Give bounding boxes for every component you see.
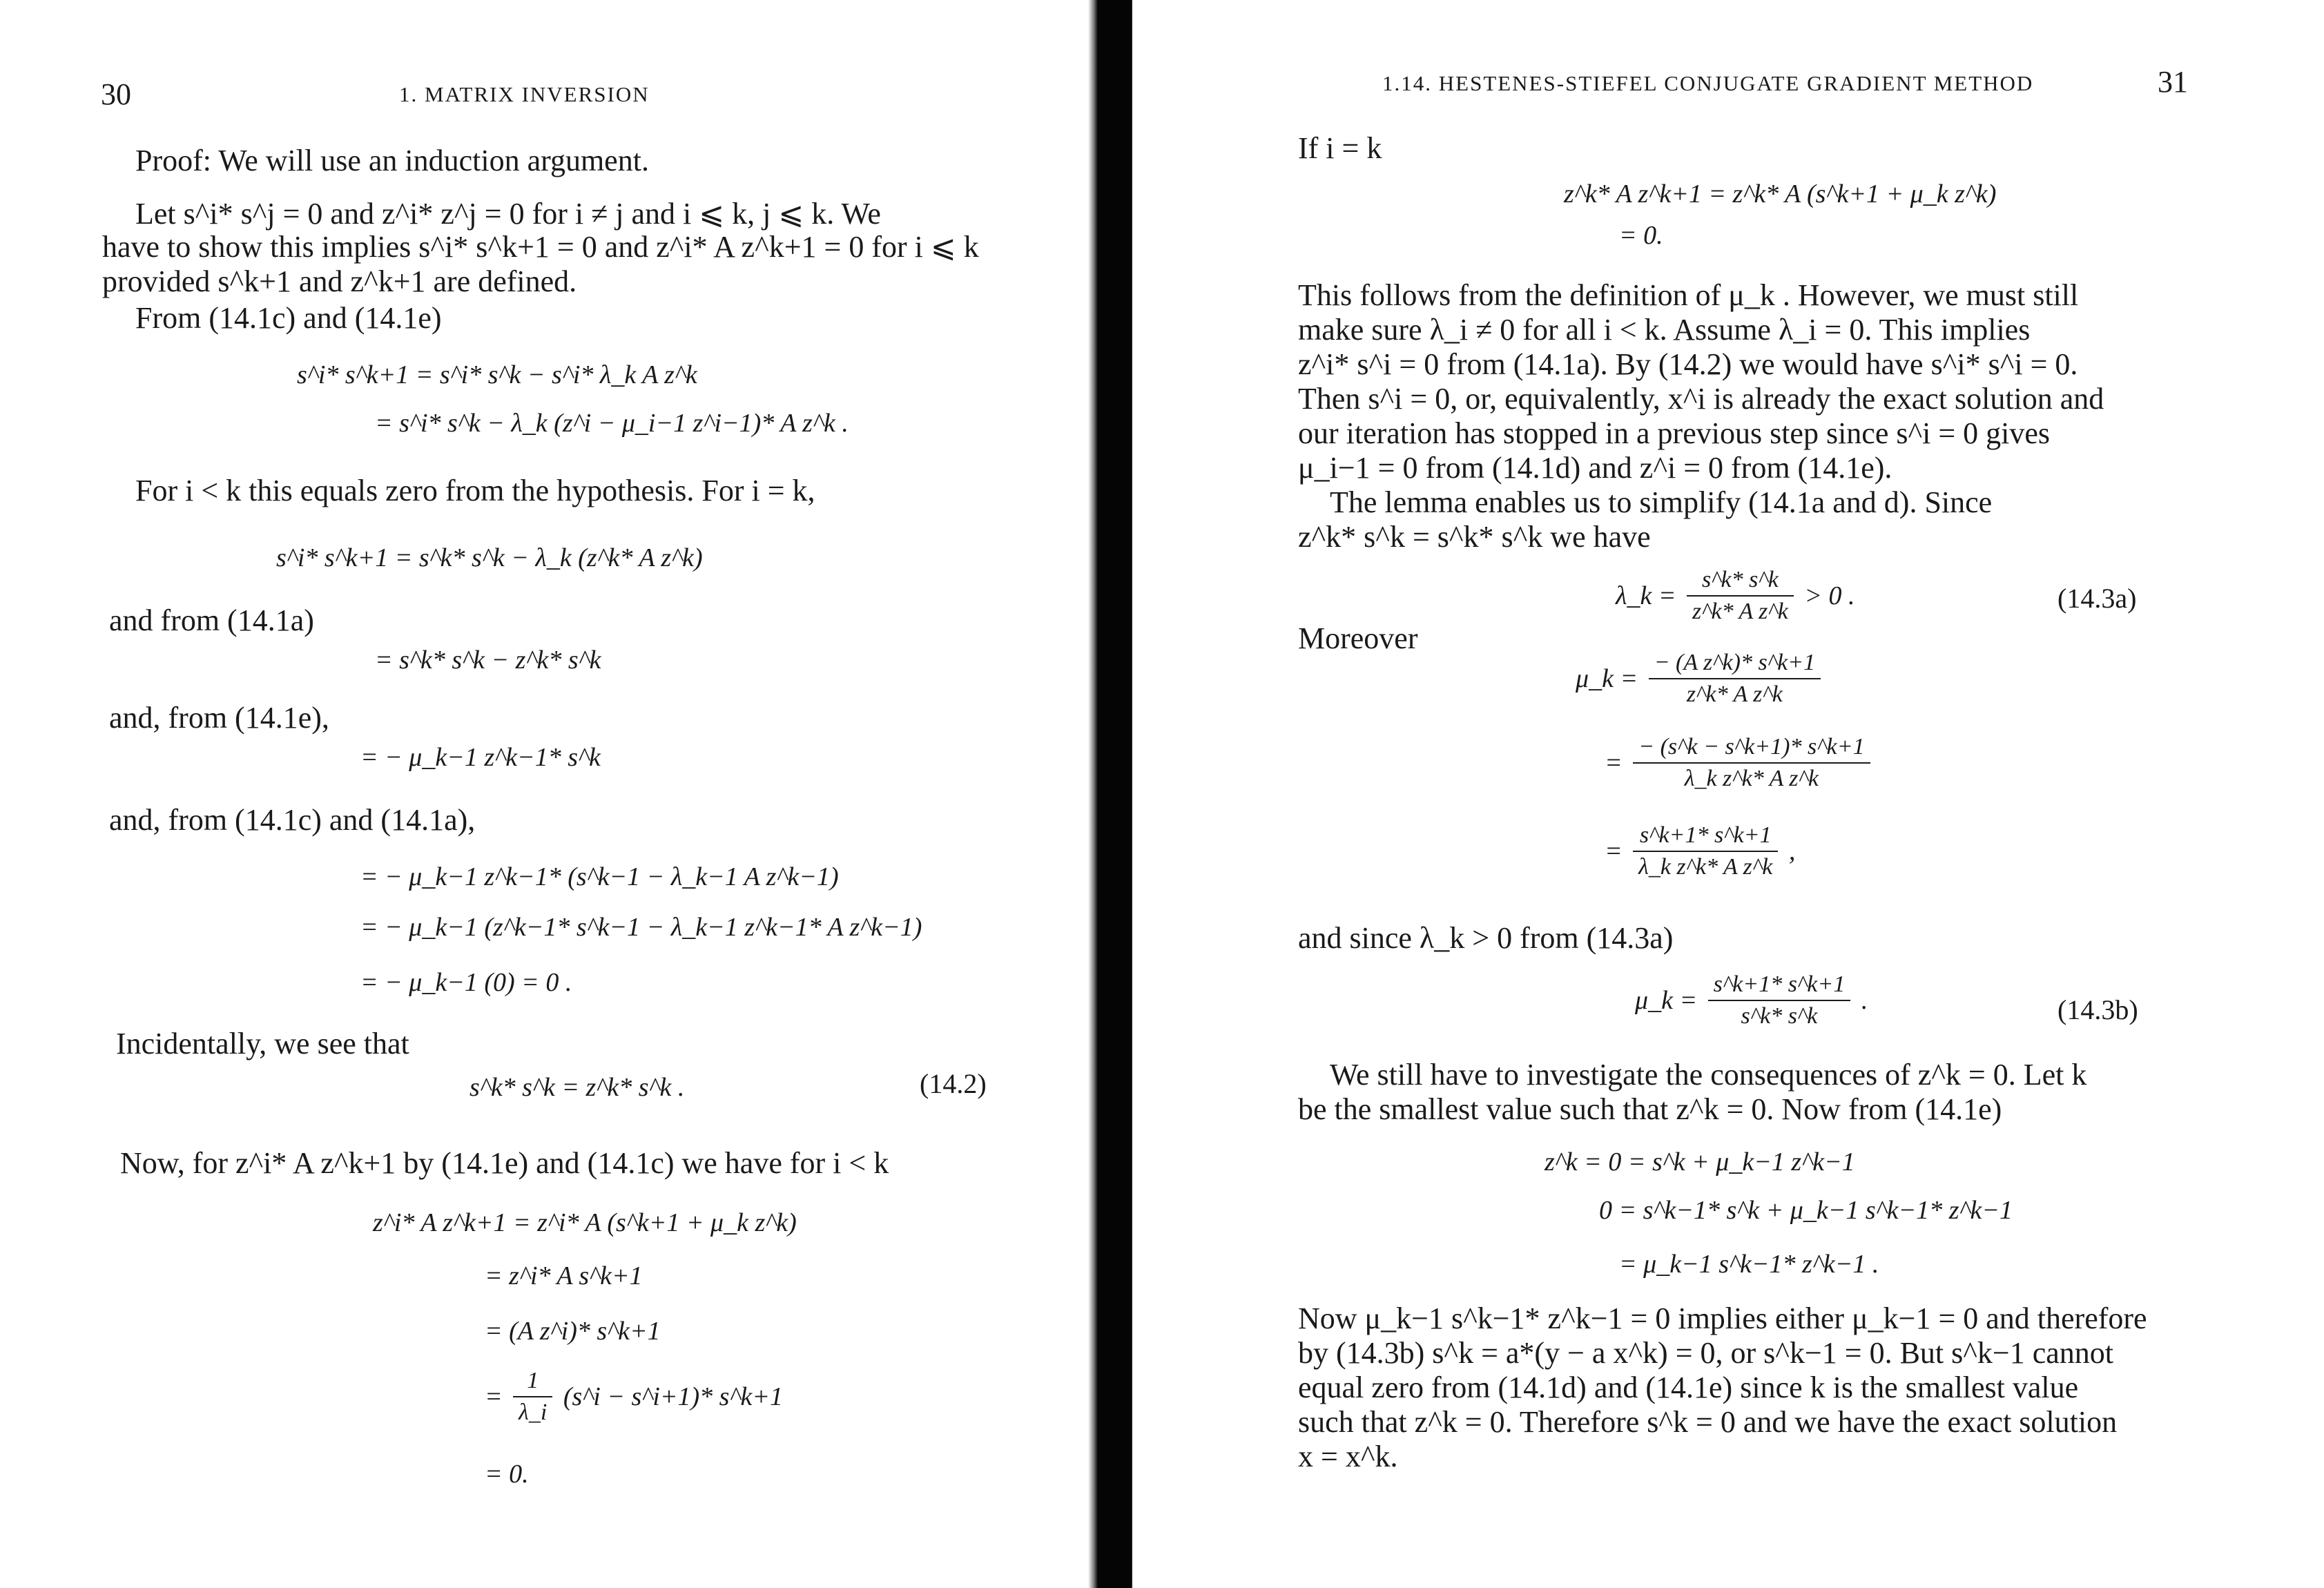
text-line: be the smallest value such that z^k = 0. Now from (14.1e) <box>1298 1092 2002 1126</box>
text-line: Now μ_k−1 s^k−1* z^k−1 = 0 implies either μ_k−1 = 0 and therefore <box>1298 1301 2147 1335</box>
fraction-equation <box>1616 566 1855 626</box>
text-line: From (14.1c) and (14.1e) <box>135 301 442 335</box>
fraction-equation <box>485 1367 783 1426</box>
text-line: z^i* s^i = 0 from (14.1a). By (14.2) we would have s^i* s^i = 0. <box>1298 347 2078 381</box>
fraction <box>1687 566 1794 626</box>
text-line: The lemma enables us to simplify (14.1a and d). Since <box>1330 485 1993 519</box>
running-head: 1. MATRIX INVERSION <box>399 82 650 106</box>
fraction-equation <box>1635 971 1868 1030</box>
text-line: our iteration has stopped in a previous step since s^i = 0 gives <box>1298 416 2051 450</box>
text-line: For i < k this equals zero from the hypothesis. For i = k, <box>135 474 815 507</box>
equation: = 0. <box>485 1460 529 1489</box>
equation: = (A z^i)* s^k+1 <box>485 1317 661 1346</box>
fraction-lhs: λ_k = <box>1616 581 1676 610</box>
fraction-numerator: − (s^k − s^k+1)* s^k+1 <box>1633 733 1870 764</box>
text-line: We still have to investigate the consequences of z^k = 0. Let k <box>1330 1058 2087 1092</box>
fraction-denominator: λ_k z^k* A z^k <box>1684 766 1819 791</box>
fraction-rhs: (s^i − s^i+1)* s^k+1 <box>563 1382 784 1411</box>
equation: = 0. <box>1619 221 1663 250</box>
fraction-rhs: > 0 . <box>1804 581 1855 610</box>
text-line: Then s^i = 0, or, equivalently, x^i is already the exact solution and <box>1298 382 2104 416</box>
equation: s^i* s^k+1 = s^k* s^k − λ_k (z^k* A z^k) <box>276 543 703 572</box>
fraction <box>513 1367 552 1426</box>
equation: z^k = 0 = s^k + μ_k−1 z^k−1 <box>1545 1148 1855 1177</box>
text-line: equal zero from (14.1d) and (14.1e) since k is the smallest value <box>1298 1371 2079 1404</box>
page-number: 30 <box>101 77 131 111</box>
text-line: by (14.3b) s^k = a*(y − a x^k) = 0, or s^k−1 = 0. But s^k−1 cannot <box>1298 1336 2114 1370</box>
text-line: Let s^i* s^j = 0 and z^i* z^j = 0 for i ≠ j and i ⩽ k, j ⩽ k. We <box>135 197 881 231</box>
fraction-lhs: = <box>1605 748 1623 777</box>
running-head: 1.14. HESTENES-STIEFEL CONJUGATE GRADIENT METHOD <box>1382 71 2034 95</box>
text-line: z^k* s^k = s^k* s^k we have <box>1298 520 1651 554</box>
equation: z^i* A z^k+1 = z^i* A (s^k+1 + μ_k z^k) <box>373 1208 797 1237</box>
fraction-rhs: , <box>1788 837 1796 866</box>
fraction-numerator: s^k+1* s^k+1 <box>1633 822 1778 852</box>
equation-number: (14.2) <box>920 1068 987 1099</box>
fraction-numerator: − (A z^k)* s^k+1 <box>1649 649 1821 679</box>
left-page <box>0 0 1098 1588</box>
fraction-numerator: s^k* s^k <box>1687 566 1794 597</box>
fraction-denominator: λ_k z^k* A z^k <box>1638 854 1773 880</box>
fraction-equation <box>1576 649 1825 708</box>
text-line: and, from (14.1e), <box>109 701 329 735</box>
text-line: This follows from the definition of μ_k . However, we must still <box>1298 278 2079 312</box>
fraction-rhs: . <box>1861 986 1868 1015</box>
fraction-lhs: μ_k = <box>1576 664 1638 693</box>
equation: = s^i* s^k − λ_k (z^i − μ_i−1 z^i−1)* A z^k . <box>375 409 849 438</box>
equation: = z^i* A s^k+1 <box>485 1261 643 1290</box>
text-line: and since λ_k > 0 from (14.3a) <box>1298 921 1674 955</box>
fraction-lhs: = <box>485 1382 503 1411</box>
equation: s^k* s^k = z^k* s^k . <box>469 1073 685 1102</box>
text-line: Moreover <box>1298 621 1418 655</box>
text-line: and, from (14.1c) and (14.1a), <box>109 803 476 837</box>
text-line: Proof: We will use an induction argument. <box>135 144 649 177</box>
fraction-denominator: z^k* A z^k <box>1686 681 1783 707</box>
fraction-equation <box>1605 822 1795 881</box>
text-line: Now, for z^i* A z^k+1 by (14.1e) and (14.1c) we have for i < k <box>120 1146 889 1180</box>
text-line: μ_i−1 = 0 from (14.1d) and z^i = 0 from (14.1e). <box>1298 451 1892 485</box>
page-number: 31 <box>2158 65 2188 99</box>
equation: 0 = s^k−1* s^k + μ_k−1 s^k−1* z^k−1 <box>1599 1196 2013 1225</box>
fraction-numerator: 1 <box>513 1367 552 1397</box>
text-line: and from (14.1a) <box>109 603 314 637</box>
text-line: make sure λ_i ≠ 0 for all i < k. Assume λ_i = 0. This implies <box>1298 313 2031 347</box>
fraction <box>1708 971 1851 1030</box>
fraction-denominator: z^k* A z^k <box>1692 599 1788 624</box>
equation: s^i* s^k+1 = s^i* s^k − s^i* λ_k A z^k <box>297 360 697 389</box>
fraction-lhs: = <box>1605 837 1623 866</box>
equation-number: (14.3a) <box>2057 583 2137 614</box>
fraction <box>1649 649 1821 708</box>
text-line: x = x^k. <box>1298 1440 1398 1473</box>
text-line: If i = k <box>1298 131 1382 165</box>
equation: = − μ_k−1 (0) = 0 . <box>360 968 572 997</box>
fraction <box>1633 733 1870 793</box>
equation-number: (14.3b) <box>2057 994 2138 1025</box>
book-gutter <box>1096 0 1132 1588</box>
fraction-lhs: μ_k = <box>1635 986 1698 1015</box>
equation: = − μ_k−1 (z^k−1* s^k−1 − λ_k−1 z^k−1* A z^k−1) <box>360 913 922 942</box>
equation: = − μ_k−1 z^k−1* (s^k−1 − λ_k−1 A z^k−1) <box>360 862 839 891</box>
equation: z^k* A z^k+1 = z^k* A (s^k+1 + μ_k z^k) <box>1564 180 1997 209</box>
fraction-denominator: s^k* s^k <box>1741 1003 1818 1029</box>
text-line: have to show this implies s^i* s^k+1 = 0 and z^i* A z^k+1 = 0 for i ⩽ k <box>102 230 979 264</box>
fraction-numerator: s^k+1* s^k+1 <box>1708 971 1851 1001</box>
text-line: provided s^k+1 and z^k+1 are defined. <box>102 264 577 298</box>
text-line: Incidentally, we see that <box>116 1027 409 1061</box>
fraction <box>1633 822 1778 881</box>
right-page <box>1132 0 2324 1588</box>
fraction-equation <box>1605 733 1875 793</box>
equation: = μ_k−1 s^k−1* z^k−1 . <box>1619 1250 1879 1279</box>
text-line: such that z^k = 0. Therefore s^k = 0 and we have the exact solution <box>1298 1405 2118 1439</box>
equation: = s^k* s^k − z^k* s^k <box>375 646 601 675</box>
fraction-denominator: λ_i <box>519 1400 548 1425</box>
equation: = − μ_k−1 z^k−1* s^k <box>360 743 601 772</box>
